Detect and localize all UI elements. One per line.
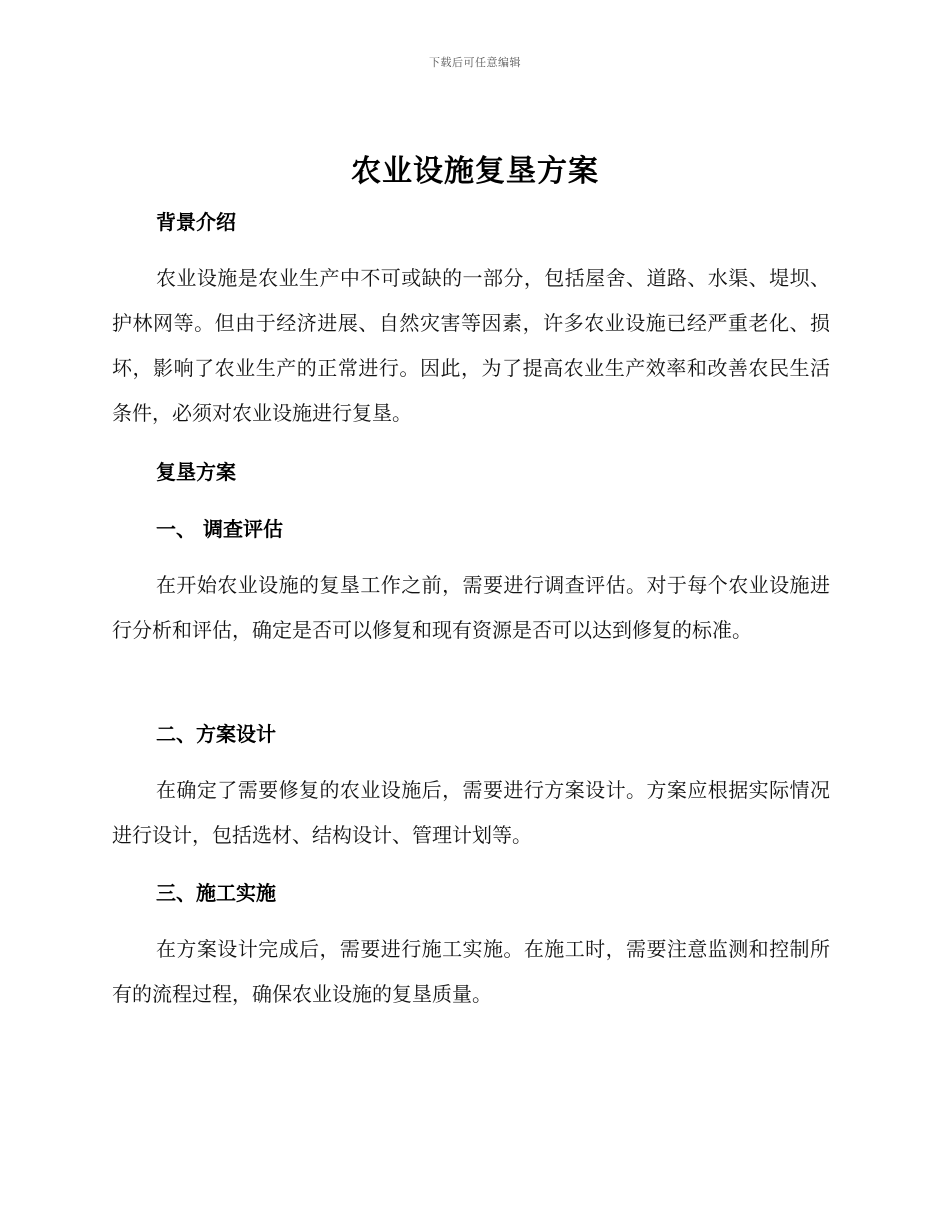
section-body-background: 农业设施是农业生产中不可或缺的一部分，包括屋舍、道路、水渠、堤坝、护林网等。但由于经济进展、自然灾害等因素，许多农业设施已经严重老化、损坏，影响了农业生产的正常进行。因此，为了提高农业生产效率和改善农民生活条件，必须对农业设施进行复垦。 xyxy=(112,266,830,425)
section-heading-background: 背景介绍 xyxy=(156,210,236,234)
section-heading-plan: 复垦方案 xyxy=(156,460,236,484)
section-heading-design: 二、方案设计 xyxy=(156,722,276,746)
section-heading-survey: 一、 调查评估 xyxy=(156,517,283,541)
section-body-construction: 在方案设计完成后，需要进行施工实施。在施工时，需要注意监测和控制所有的流程过程，确保农业设施的复垦质量。 xyxy=(112,937,830,1006)
section-body-design: 在确定了需要修复的农业设施后，需要进行方案设计。方案应根据实际情况进行设计，包括选材、结构设计、管理计划等。 xyxy=(112,778,830,847)
section-heading-construction: 三、施工实施 xyxy=(156,881,276,905)
page-header: 下载后可任意编辑 xyxy=(429,56,521,69)
document-title: 农业设施复垦方案 xyxy=(351,154,599,189)
section-body-survey: 在开始农业设施的复垦工作之前，需要进行调查评估。对于每个农业设施进行分析和评估，确定是否可以修复和现有资源是否可以达到修复的标准。 xyxy=(112,573,830,642)
